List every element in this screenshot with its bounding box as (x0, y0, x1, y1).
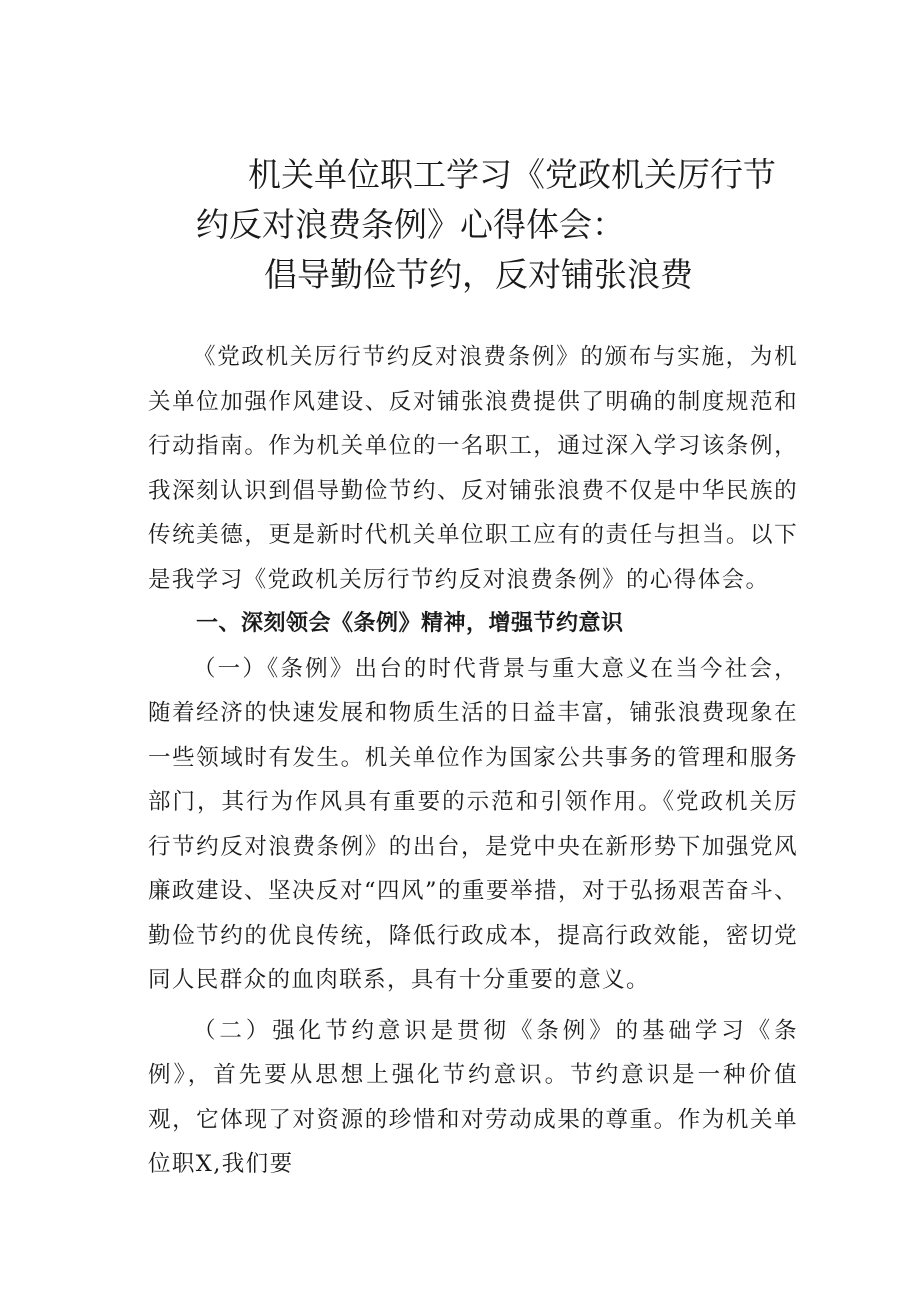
paragraph-1: （一）《条例》出台的时代背景与重大意义在当今社会，随着经济的快速发展和物质生活的日益丰富，铺张浪费现象在一些领域时有发生。机关单位作为国家公共事务的管理和服务部门，其行为作风具有重要的示范和引领作用。《党政机关厉行节约反对浪费条例》的出台，是党中央在新形势下加强党风廉政建设、坚决反对“四风”的重要举措，对于弘扬艰苦奋斗、勤俭节约的优良传统，降低行政成本，提高行政效能，密切党同人民群众的血肉联系，具有十分重要的意义。 (148, 655, 798, 993)
title-line-1: 机关单位职工学习《党政机关厉行节 (248, 155, 776, 194)
paragraph-2: （二）强化节约意识是贯彻《条例》的基础学习《条例》，首先要从思想上强化节约意识。节约意识是一种价值观，它体现了对资源的珍惜和对劳动成果的尊重。作为机关单位职X,我们要 (148, 1017, 798, 1177)
document-title (140, 150, 800, 300)
title-line-2: 约反对浪费条例》心得体会： (196, 205, 625, 244)
title-line-3: 倡导勤俭节约，反对铺张浪费 (264, 255, 693, 294)
document-body (148, 335, 798, 1187)
intro-paragraph: 《党政机关厉行节约反对浪费条例》的颁布与实施，为机关单位加强作风建设、反对铺张浪费提供了明确的制度规范和行动指南。作为机关单位的一名职工，通过深入学习该条例，我深刻认识到倡导勤俭节约、反对铺张浪费不仅是中华民族的传统美德，更是新时代机关单位职工应有的责任与担当。以下是我学习《党政机关厉行节约反对浪费条例》的心得体会。 (148, 344, 798, 593)
section-1-heading: 一、深刻领会《条例》精神，增强节约意识 (196, 611, 624, 636)
